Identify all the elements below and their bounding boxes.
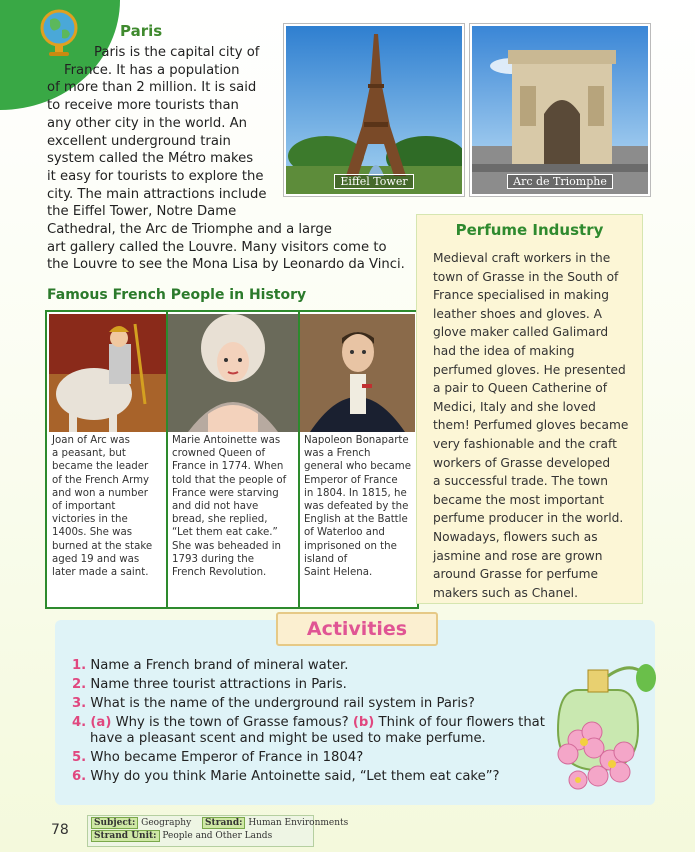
perfume-line: a successful trade. The town — [433, 474, 608, 489]
activity-text: Name three tourist attractions in Paris. — [90, 677, 347, 692]
perfume-line: workers of Grasse developed — [433, 455, 611, 470]
activity-number: 3. — [72, 696, 87, 711]
perfume-line: perfume producer in the world. — [433, 511, 624, 526]
joan-line: a peasant, but — [52, 448, 126, 460]
joan-line: Joan of Arc was — [52, 435, 130, 446]
photo-caption: Arc de Triomphe — [507, 174, 613, 189]
famous-people-table — [45, 310, 419, 609]
napoleon-line: imprisoned on the — [304, 540, 397, 552]
activity-text: Think of four flowers that — [378, 715, 545, 730]
subject-label: Subject: — [91, 817, 138, 829]
paris-title: Paris — [120, 22, 163, 40]
perfume-title: Perfume Industry — [455, 221, 604, 239]
paris-line: the Eiffel Tower, Notre Dame — [47, 204, 237, 220]
activity-number: 6. — [72, 769, 87, 784]
paris-line: excellent underground train — [47, 133, 231, 149]
napoleon-line: Emperor of France — [304, 474, 398, 486]
marie-line: bread, she replied, — [172, 514, 268, 526]
subject-value: Geography — [141, 818, 192, 828]
perfume-line: became the most important — [433, 492, 605, 507]
page-number: 78 — [51, 822, 69, 838]
joan-of-arc-portrait — [49, 314, 166, 432]
joan-line: and won a number — [52, 487, 148, 499]
napoleon-portrait — [300, 314, 415, 432]
paris-line: city. The main attractions include — [47, 186, 267, 202]
joan-line: aged 19 and was — [52, 553, 140, 565]
activity-continuation: have a pleasant scent and might be used to make perfume. — [90, 731, 486, 746]
perfume-line: Medieval craft workers in the — [433, 251, 611, 265]
activity-item — [72, 675, 545, 694]
photo-caption: Eiffel Tower — [334, 174, 413, 189]
paris-line: system called the Métro makes — [47, 151, 254, 167]
perfume-line: around Grasse for perfume — [433, 567, 598, 582]
paris-line: of more than 2 million. It is said — [47, 80, 257, 96]
perfume-paragraph — [433, 249, 628, 602]
marie-antoinette-portrait — [168, 314, 298, 432]
perfume-line: had the idea of making — [433, 343, 575, 358]
perfume-line: glove maker called Galimard — [433, 325, 609, 340]
joan-line: of the French Army — [52, 474, 150, 486]
marie-line: 1793 during the — [172, 553, 254, 565]
joan-line: victories in the — [52, 514, 128, 526]
napoleon-line: was defeated by the — [304, 501, 409, 513]
napoleon-line: was a French — [304, 448, 371, 460]
perfume-line: Nowadays, flowers such as — [433, 529, 598, 544]
arc-de-triomphe-photo — [470, 24, 650, 196]
napoleon-line: Saint Helena. — [304, 567, 373, 579]
strand-label: Strand: — [202, 817, 245, 829]
activity-text: What is the name of the underground rail system in Paris? — [90, 696, 475, 711]
perfume-bottle-icon — [548, 630, 658, 800]
joan-line: of important — [52, 501, 116, 513]
joan-line: 1400s. She was — [52, 527, 133, 539]
activities-list — [72, 656, 545, 786]
people-heading: Famous French People in History — [47, 287, 307, 303]
paris-line: any other city in the world. An — [47, 115, 247, 131]
perfume-line: France specialised in making — [433, 288, 609, 303]
napoleon-line: Napoleon Bonaparte — [304, 435, 409, 446]
marie-line: She was beheaded in — [172, 540, 281, 552]
paris-line: Paris is the capital city of — [94, 45, 260, 60]
activity-number: 4. — [72, 715, 87, 730]
perfume-industry-box — [416, 214, 643, 604]
perfume-line: leather shoes and gloves. A — [433, 306, 603, 321]
perfume-line: jasmine and rose are grown — [433, 548, 603, 563]
paris-line: it easy for tourists to explore the — [47, 168, 264, 184]
activity-item — [72, 748, 545, 767]
napoleon-line: English at the Battle — [304, 514, 408, 526]
marie-line: Marie Antoinette was — [172, 435, 281, 446]
activity-item — [72, 767, 545, 786]
napoleon-line: in 1804. In 1815, he — [304, 487, 407, 499]
napoleon-line: of Waterloo and — [304, 527, 385, 539]
paris-line: Cathedral, the Arc de Triomphe and a large — [47, 222, 332, 238]
joan-line: burned at the stake — [52, 540, 153, 552]
activity-number: 5. — [72, 750, 87, 765]
perfume-line: very fashionable and the craft — [433, 436, 617, 451]
activity-text: Who became Emperor of France in 1804? — [90, 750, 364, 765]
joan-of-arc-text — [49, 434, 168, 579]
joan-line: later made a saint. — [52, 567, 149, 579]
joan-line: became the leader — [52, 461, 149, 473]
activity-number: 2. — [72, 677, 87, 692]
marie-antoinette-text — [169, 434, 301, 579]
activities-title: Activities — [276, 612, 438, 646]
activity-item — [72, 656, 545, 675]
arc-de-triomphe-image — [472, 26, 648, 194]
strand-unit-label: Strand Unit: — [91, 830, 160, 842]
strand-value: Human Environments — [248, 818, 349, 828]
napoleon-line: island of — [304, 553, 348, 565]
napoleon-text — [301, 434, 417, 579]
activity-sub-b: (b) — [352, 715, 375, 730]
marie-line: and did not have — [172, 501, 259, 513]
curriculum-info — [87, 815, 349, 847]
perfume-line: perfumed gloves. He presented — [433, 362, 626, 377]
activity-text: Why is the town of Grasse famous? — [115, 715, 349, 730]
paris-line: France. It has a population — [64, 62, 240, 78]
activity-number: 1. — [72, 658, 87, 673]
paris-line: the Louvre to see the Mona Lisa by Leonardo da Vinci. — [47, 257, 405, 273]
marie-line: crowned Queen of — [172, 448, 266, 460]
perfume-line: a pair to Queen Catherine of — [433, 381, 608, 396]
activity-text: Name a French brand of mineral water. — [90, 658, 349, 673]
eiffel-tower-photo — [284, 24, 464, 196]
marie-line: France were starving — [172, 487, 279, 499]
marie-line: France in 1774. When — [172, 461, 284, 473]
eiffel-tower-image — [286, 26, 462, 194]
marie-line: told that the people of — [172, 474, 287, 486]
perfume-line: town of Grasse in the South of — [433, 269, 619, 284]
marie-line: French Revolution. — [172, 567, 267, 579]
perfume-line: makers such as Chanel. — [433, 585, 578, 600]
marie-line: “Let them eat cake.” — [172, 527, 278, 539]
paris-line: art gallery called the Louvre. Many visitors come to — [47, 239, 387, 255]
napoleon-line: general who became — [304, 461, 411, 473]
paris-line: to receive more tourists than — [47, 98, 239, 114]
activity-text: Why do you think Marie Antoinette said, “Let them eat cake”? — [90, 769, 500, 784]
perfume-line: Medici, Italy and she loved — [433, 399, 596, 414]
strand-unit-value: People and Other Lands — [162, 831, 273, 841]
activity-item — [72, 694, 545, 713]
activity-sub-a: (a) — [90, 715, 112, 730]
perfume-line: them! Perfumed gloves became — [433, 418, 629, 433]
